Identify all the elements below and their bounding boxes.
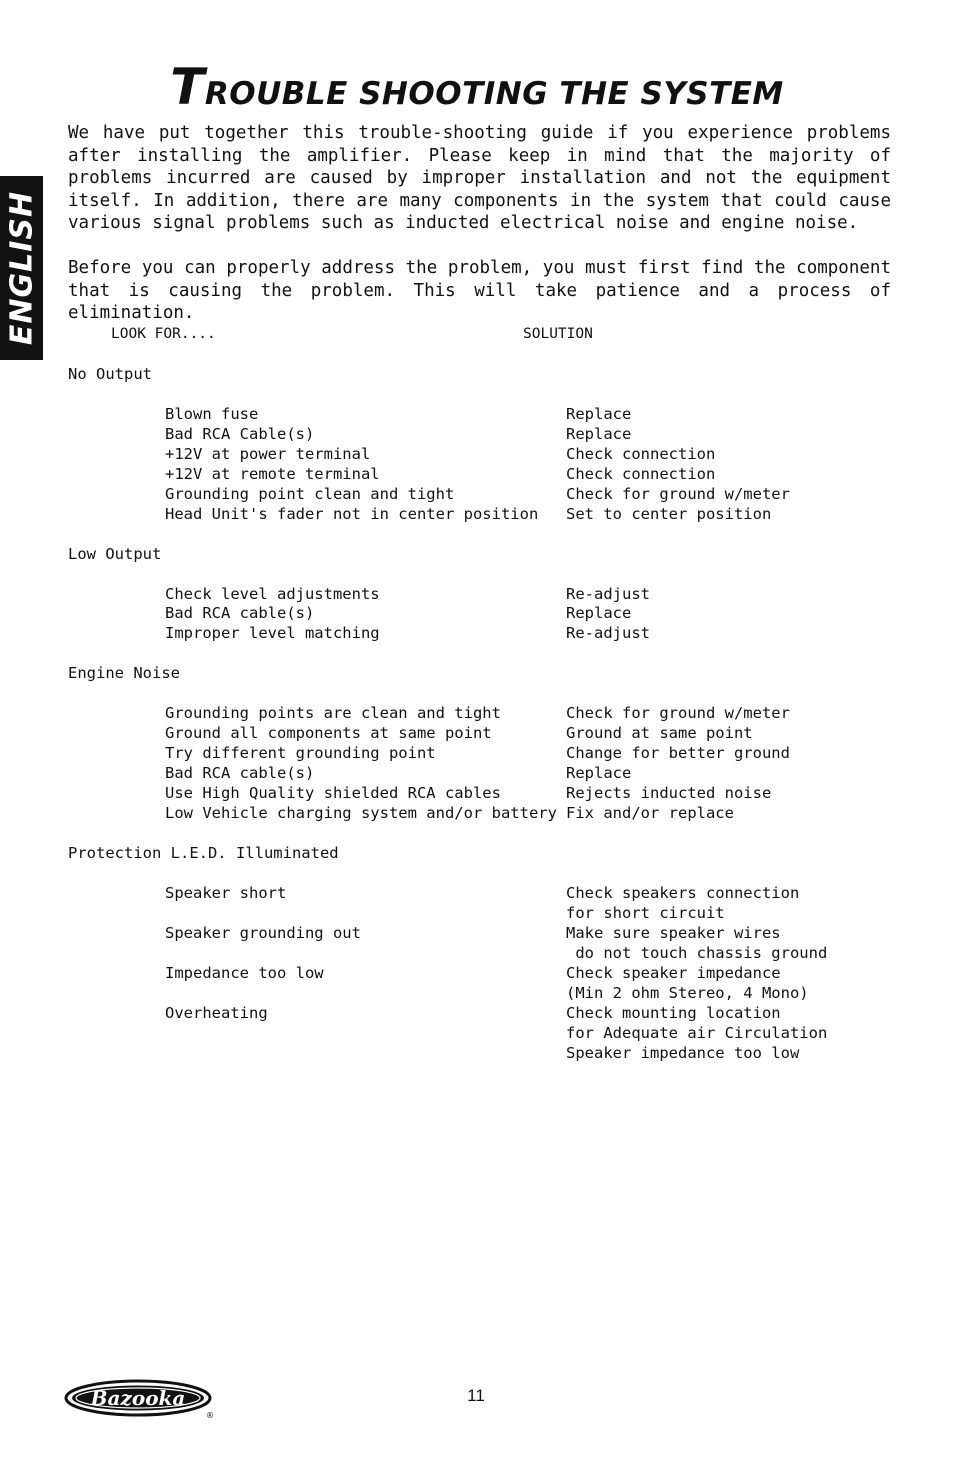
intro-paragraph-1: We have put together this trouble-shooting guide if you experience problems after installing the amplifier. Please keep in mind that the majority of problems incurred are caused by improper installation and not the equipment itself. In addition, there are many components in the system that could cause various signal problems such as inducted electrical noise and engine noise. — [68, 123, 891, 233]
look-item: Low Vehicle charging system and/or battery — [165, 804, 557, 822]
look-item: Bad RCA cable(s) — [165, 604, 315, 622]
solution-item: Replace — [566, 405, 632, 423]
look-item: Speaker grounding out — [165, 924, 361, 942]
language-label: ENGLISH — [4, 190, 39, 346]
look-item: Blown fuse — [165, 405, 259, 423]
solution-item: Check speaker impedance — [566, 964, 781, 982]
look-item: Improper level matching — [165, 624, 380, 642]
solution-item: Ground at same point — [566, 724, 753, 742]
solution-item: Replace — [566, 604, 632, 622]
title-rest: ROUBLE SHOOTING THE SYSTEM — [204, 76, 784, 112]
look-item: Check level adjustments — [165, 585, 380, 603]
page-title — [0, 58, 954, 116]
look-item: Impedance too low — [165, 964, 324, 982]
title-initial: T — [170, 58, 205, 116]
look-item: Bad RCA Cable(s) — [165, 425, 315, 443]
solution-item: Check connection — [566, 445, 716, 463]
solution-item: Check speakers connection — [566, 884, 800, 902]
solution-header: SOLUTION — [523, 326, 593, 342]
look-item: Speaker short — [165, 884, 287, 902]
look-item: Overheating — [165, 1004, 268, 1022]
look-item: Head Unit's fader not in center position — [165, 505, 539, 523]
category-engine-noise: Engine Noise — [68, 664, 180, 682]
category-protection-led: Protection L.E.D. Illuminated — [68, 844, 339, 862]
look-item: Ground all components at same point — [165, 724, 492, 742]
solution-item: Make sure speaker wires — [566, 924, 781, 942]
solution-item: (Min 2 ohm Stereo, 4 Mono) — [566, 984, 809, 1002]
solution-item: Change for better ground — [566, 744, 790, 762]
look-item: Use High Quality shielded RCA cables — [165, 784, 501, 802]
solution-item: Fix and/or replace — [566, 804, 734, 822]
look-for-header: LOOK FOR.... — [111, 326, 216, 342]
registered-mark: ® — [206, 1411, 214, 1420]
solution-item: Check for ground w/meter — [566, 704, 790, 722]
solution-item: Check for ground w/meter — [566, 485, 790, 503]
solution-item: Re-adjust — [566, 585, 650, 603]
solution-item: Replace — [566, 764, 632, 782]
look-item: +12V at power terminal — [165, 445, 371, 463]
solution-item: Check connection — [566, 465, 716, 483]
solution-item: for short circuit — [566, 904, 725, 922]
solution-item: Speaker impedance too low — [566, 1044, 800, 1062]
category-low-output: Low Output — [68, 545, 162, 563]
solution-item: Set to center position — [566, 505, 772, 523]
solution-item: Re-adjust — [566, 624, 650, 642]
solution-item: Rejects inducted noise — [566, 784, 772, 802]
look-item: Grounding point clean and tight — [165, 485, 455, 503]
look-item: +12V at remote terminal — [165, 465, 380, 483]
solution-item: Replace — [566, 425, 632, 443]
category-no-output: No Output — [68, 365, 152, 383]
language-tab — [0, 176, 43, 360]
look-item: Grounding points are clean and tight — [165, 704, 501, 722]
bazooka-logo — [64, 1378, 216, 1426]
solution-item: for Adequate air Circulation — [566, 1024, 828, 1042]
logo-text: Bazooka — [90, 1386, 186, 1410]
solution-item: do not touch chassis ground — [566, 944, 828, 962]
intro-paragraph-2: Before you can properly address the problem, you must first find the component that is causing the problem. This will take patience and a process of elimination. — [68, 258, 891, 323]
solution-item: Check mounting location — [566, 1004, 781, 1022]
page-number: 11 — [467, 1386, 485, 1405]
look-item: Bad RCA cable(s) — [165, 764, 315, 782]
look-item: Try different grounding point — [165, 744, 436, 762]
